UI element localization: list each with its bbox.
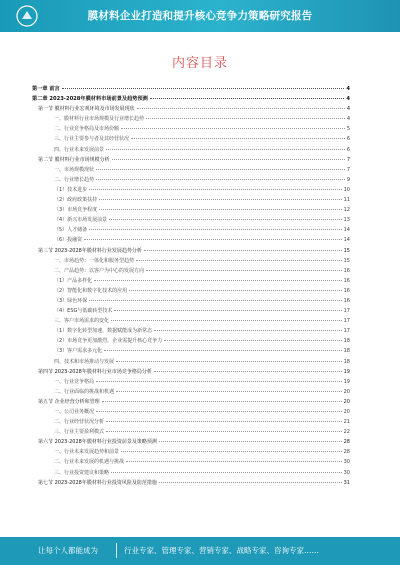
- toc-entry[interactable]: [32, 175, 350, 185]
- toc-leader-dots: [89, 229, 341, 230]
- toc-entry-label: （1）数字化转型加速，数据赋能成为新常态: [54, 328, 153, 335]
- toc-entry[interactable]: [32, 377, 350, 387]
- toc-leader-dots: [89, 189, 341, 190]
- toc-leader-dots: [109, 219, 341, 220]
- toc-entry[interactable]: [32, 437, 350, 447]
- toc-entry[interactable]: [32, 185, 350, 195]
- toc-entry[interactable]: [32, 478, 350, 488]
- toc-leader-dots: [136, 260, 342, 261]
- toc-entry[interactable]: [32, 266, 350, 276]
- toc-entry[interactable]: [32, 195, 350, 205]
- toc-entry[interactable]: [32, 246, 350, 256]
- toc-entry[interactable]: [32, 145, 350, 155]
- toc-entry-page: 30: [343, 459, 350, 466]
- toc-leader-dots: [111, 320, 342, 321]
- toc-entry[interactable]: [32, 124, 350, 134]
- toc-entry-page: 31: [343, 479, 350, 486]
- toc-entry-page: 7: [346, 166, 350, 173]
- toc-entry[interactable]: [32, 316, 350, 326]
- toc-entry-page: 22: [343, 429, 350, 436]
- toc-entry[interactable]: [32, 215, 350, 225]
- toc-entry-page: 20: [343, 398, 350, 405]
- toc-entry-page: 17: [343, 318, 350, 325]
- toc-entry-label: （1）技术进步: [54, 186, 88, 193]
- toc-leader-dots: [121, 451, 342, 452]
- toc-entry-label: （3）市场竞争程度: [54, 207, 98, 214]
- toc-entry-page: 12: [343, 207, 350, 214]
- toc-entry[interactable]: [32, 457, 350, 467]
- toc-entry[interactable]: [32, 94, 350, 104]
- toc-entry-label: （3）客户需求多元化: [54, 348, 103, 355]
- toc-entry[interactable]: [32, 306, 350, 316]
- toc-entry-label: 四、技术和市场推动与发展: [54, 358, 115, 365]
- toc-entry[interactable]: [32, 225, 350, 235]
- toc-leader-dots: [112, 159, 345, 160]
- toc-entry-page: 16: [343, 297, 350, 304]
- toc-entry-label: 第一节 膜材料行业宏观环境及市场发展现状: [38, 106, 135, 113]
- toc-entry[interactable]: [32, 165, 350, 175]
- toc-leader-dots: [96, 381, 342, 382]
- toc-entry-label: 第七节 2023-2028年膜材料行业投资风险及防范措施: [38, 479, 157, 486]
- toc-entry-label: 三、行业主要盈利模式: [54, 429, 105, 436]
- toc-leader-dots: [106, 431, 342, 432]
- toc-leader-dots: [62, 88, 345, 89]
- toc-leader-dots: [164, 340, 341, 341]
- toc-leader-dots: [116, 391, 342, 392]
- toc-entry-label: 三、客户市场需求的变化: [54, 318, 110, 325]
- toc-entry[interactable]: [32, 427, 350, 437]
- toc-leader-dots: [106, 421, 342, 422]
- toc-leader-dots: [106, 149, 345, 150]
- toc-leader-dots: [144, 250, 342, 251]
- toc-entry[interactable]: [32, 397, 350, 407]
- toc-leader-dots: [146, 118, 345, 119]
- toc-entry-page: 16: [343, 277, 350, 284]
- toc-entry-page: 7: [346, 156, 350, 163]
- toc-leader-dots: [137, 108, 345, 109]
- toc-entry[interactable]: [32, 104, 350, 114]
- toc-leader-dots: [99, 209, 341, 210]
- toc-entry[interactable]: [32, 447, 350, 457]
- toc-leader-dots: [96, 179, 345, 180]
- toc-entry-label: 一、行业未来发展趋势和前景: [54, 449, 120, 456]
- toc-entry-label: 三、行业主要参与者及其经营状况: [54, 136, 130, 143]
- toc-entry-page: 18: [343, 348, 350, 355]
- toc-entry-page: 15: [343, 247, 350, 254]
- toc-leader-dots: [126, 461, 342, 462]
- toc-leader-dots: [102, 401, 342, 402]
- toc-leader-dots: [114, 310, 341, 311]
- toc-entry-label: 二、产品趋势：以客户为中心的发展方向: [54, 267, 145, 274]
- toc-leader-dots: [116, 361, 342, 362]
- toc-entry-page: 30: [343, 469, 350, 476]
- toc-leader-dots: [131, 138, 345, 139]
- toc-entry[interactable]: [32, 387, 350, 397]
- toc-entry-label: 一、市场趋势：一体化和服务型趋势: [54, 257, 135, 264]
- footer-tagline: 行业专家、管理专家、营销专家、战略专家、咨询专家……: [124, 546, 319, 555]
- toc-entry-page: 17: [343, 308, 350, 315]
- toc-entry[interactable]: [32, 155, 350, 165]
- report-title: 膜材料企业打造和提升核心竞争力策略研究报告: [87, 10, 313, 22]
- toc-entry-label: 第一章 前言: [32, 86, 60, 92]
- toc-leader-dots: [96, 411, 342, 412]
- toc-entry[interactable]: [32, 296, 350, 306]
- toc-entry-page: 4: [346, 96, 350, 103]
- toc-entry-label: 二、行业经营状况分析: [54, 419, 105, 426]
- toc-leader-dots: [150, 98, 345, 99]
- toc-entry-label: 二、行业面临的挑战和机遇: [54, 388, 115, 395]
- toc-entry[interactable]: [32, 276, 350, 286]
- toc-leader-dots: [111, 472, 342, 473]
- toc-entry[interactable]: [32, 346, 350, 356]
- toc-leader-dots: [129, 290, 341, 291]
- toc-entry-page: 28: [343, 439, 350, 446]
- toc-entry-label: 三、行业投资建议和策略: [54, 469, 110, 476]
- toc-entry[interactable]: [32, 205, 350, 215]
- toc-entry-page: 20: [343, 388, 350, 395]
- toc-entry-page: 17: [343, 328, 350, 335]
- toc-entry-label: （2）市场竞争更加激烈，企业需提升核心竞争力: [54, 338, 163, 345]
- toc-leader-dots: [159, 482, 342, 483]
- toc-entry-page: 18: [343, 358, 350, 365]
- toc-entry-label: （2）智能化和数字化技术的应用: [54, 287, 128, 294]
- toc-entry-page: 20: [343, 409, 350, 415]
- toc-entry[interactable]: [32, 367, 350, 377]
- toc-entry-label: 一、市场规模现状: [54, 166, 95, 173]
- toc-entry-page: 5: [346, 126, 350, 133]
- toc-leader-dots: [84, 239, 341, 240]
- toc-entry-page: 21: [343, 419, 350, 426]
- report-footer: [0, 537, 400, 565]
- toc-entry[interactable]: [32, 114, 350, 124]
- toc-entry[interactable]: [32, 256, 350, 266]
- table-of-contents: [32, 84, 350, 488]
- toc-entry-page: 4: [346, 86, 350, 92]
- toc-entry-label: 二、行业增长趋势: [54, 176, 95, 183]
- toc-entry-label: 一、膜材料行业市场规模及行业增长趋势: [54, 116, 145, 123]
- toc-entry-page: 6: [346, 146, 350, 153]
- toc-entry-page: 15: [343, 257, 350, 264]
- toc-entry[interactable]: [32, 286, 350, 296]
- toc-entry[interactable]: [32, 336, 350, 346]
- toc-entry[interactable]: [32, 134, 350, 144]
- toc-entry-page: 16: [343, 287, 350, 294]
- toc-entry-label: 四、行业未来发展前景: [54, 146, 105, 153]
- toc-entry-page: 4: [346, 116, 350, 123]
- footer-slogan: 让每个人都能成为: [38, 546, 98, 555]
- toc-leader-dots: [89, 300, 341, 301]
- toc-leader-dots: [104, 350, 341, 351]
- toc-entry[interactable]: [32, 468, 350, 478]
- toc-leader-dots: [154, 330, 341, 331]
- toc-entry-label: 第二章 2023-2028年膜材料市场前景及趋势预测: [32, 96, 148, 103]
- toc-entry-page: 6: [346, 136, 350, 143]
- report-header: [0, 0, 400, 32]
- toc-entry-page: 28: [343, 449, 350, 456]
- toc-entry-label: 第六节 2023-2028年膜材料行业投资前景及策略预测: [38, 439, 157, 446]
- toc-entry-label: （4）新兴市场发展前景: [54, 217, 108, 224]
- toc-entry[interactable]: [32, 84, 350, 94]
- toc-entry-label: 二、行业未来发展的机遇与挑战: [54, 459, 125, 466]
- toc-entry-page: 4: [346, 106, 350, 113]
- toc-entry[interactable]: [32, 357, 350, 367]
- toc-entry[interactable]: [32, 417, 350, 427]
- toc-entry-label: （5）人才储备: [54, 227, 88, 234]
- toc-entry-label: 第五节 企业经营分析和管理: [38, 398, 100, 405]
- toc-leader-dots: [96, 169, 345, 170]
- toc-entry-page: 9: [346, 176, 350, 183]
- footer-divider: [116, 543, 117, 558]
- toc-entry[interactable]: [32, 326, 350, 336]
- toc-entry[interactable]: [32, 407, 350, 417]
- toc-entry-page: 18: [343, 338, 350, 345]
- toc-entry-page: 16: [343, 267, 350, 274]
- toc-entry-label: 一、公司业务概况: [54, 409, 95, 415]
- toc-entry-page: 19: [343, 378, 350, 385]
- toc-leader-dots: [154, 371, 342, 372]
- toc-entry-label: （1）产品多样化: [54, 277, 93, 284]
- toc-entry-page: 11: [343, 197, 350, 204]
- toc-entry[interactable]: [32, 235, 350, 245]
- toc-entry-page: 10: [343, 186, 350, 193]
- toc-entry-label: （6）投融资: [54, 237, 83, 244]
- toc-leader-dots: [99, 199, 341, 200]
- toc-leader-dots: [159, 441, 342, 442]
- toc-entry-page: 14: [343, 237, 350, 244]
- toc-entry-label: 第四节 2023-2028年膜材料行业市场竞争格局分析: [38, 368, 152, 375]
- toc-entry-page: 13: [343, 217, 350, 224]
- toc-leader-dots: [121, 128, 345, 129]
- toc-entry-page: 19: [343, 368, 350, 375]
- toc-leader-dots: [146, 270, 342, 271]
- toc-entry-label: 第三节 2023-2028年膜材料行业发展趋势分析: [38, 247, 142, 254]
- toc-entry-label: （4）ESG与低碳转型技术: [54, 308, 113, 315]
- toc-entry-label: 第二节 膜材料行业市场规模分析: [38, 156, 110, 163]
- toc-entry-label: （2）政府政策扶持: [54, 197, 98, 204]
- toc-leader-dots: [94, 280, 341, 281]
- toc-title: 内容目录: [171, 56, 228, 71]
- toc-entry-label: （3）绿色环保: [54, 297, 88, 304]
- toc-entry-page: 14: [343, 227, 350, 234]
- toc-entry-label: 一、行业竞争格局: [54, 378, 95, 385]
- toc-entry-label: 二、行业竞争格局及市场份额: [54, 126, 120, 133]
